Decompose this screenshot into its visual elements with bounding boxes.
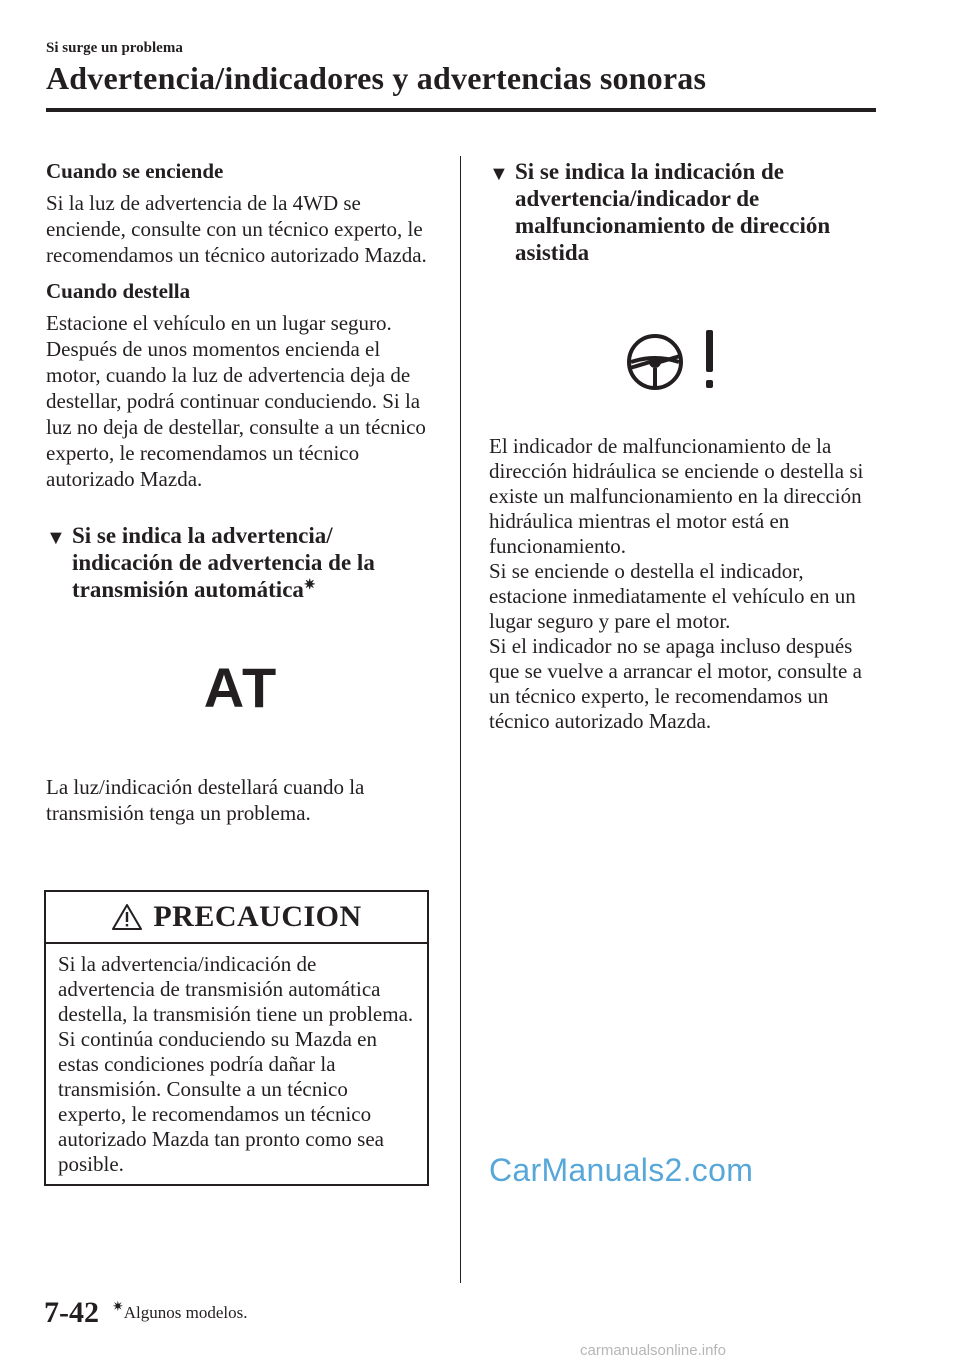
footer-note: [112, 1300, 248, 1323]
eps-icon-wrapper: [489, 326, 884, 416]
steering-wheel-warning-icon: [619, 326, 729, 394]
column-divider: [460, 156, 461, 1283]
watermark-carmanuals: CarManuals2.com: [489, 1152, 754, 1188]
warning-triangle-icon: [111, 903, 143, 931]
eps-warning-heading: [489, 158, 884, 266]
triangle-bullet-icon: ▼: [46, 527, 66, 549]
eps-heading-text: Si se indica la indicación de advertencia/indicador de malfuncionamiento de dirección asistida: [515, 159, 831, 265]
eps-text-2: Si se enciende o destella el indicador, estacione inmediatamente el vehículo en un lugar seguro y pare el motor.: [489, 559, 856, 633]
caution-text: Si la advertencia/indicación de advertencia de transmisión automática destella, la transmisión tiene un problema. Si continúa conduciendo su Mazda en estas condiciones podría dañar la transmisión. Consulte a un técnico experto, le recomendamos un técnico autorizado Mazda tan pronto como sea posible.: [58, 952, 414, 1176]
page-number: 7-42: [44, 1296, 99, 1329]
watermark-carmanualsonline: carmanualsonline.info: [580, 1342, 726, 1359]
page-title: Advertencia/indicadores y advertencias sonoras: [46, 60, 707, 96]
some-models-marker: ✷: [303, 578, 316, 593]
footer-note-text: Algunos modelos.: [123, 1303, 248, 1322]
title-rule: [46, 108, 876, 112]
caution-title: PRECAUCION: [153, 900, 362, 933]
eps-text-3: Si el indicador no se apaga incluso después que se vuelve a arrancar el motor, consulte a un técnico experto, le recomendamos un técnico autorizado Mazda.: [489, 634, 862, 733]
right-column: [489, 158, 884, 734]
eps-text-1: El indicador de malfuncionamiento de la dirección hidráulica se enciende o destella si existe un malfuncionamiento en la dirección hidráulica mientras el motor está en funcionamiento.: [489, 434, 864, 558]
caution-box: [44, 890, 429, 1186]
when-on-text: Si la luz de advertencia de la 4WD se enciende, consulte con un técnico experto, le recomendamos un técnico autorizado Mazda.: [46, 191, 427, 267]
triangle-bullet-icon: ▼: [489, 163, 509, 185]
section-label: Si surge un problema: [46, 40, 183, 56]
when-flash-heading: Cuando destella: [46, 279, 191, 303]
at-heading-text: Si se indica la advertencia/ indicación de advertencia de la transmisión automática: [72, 523, 375, 602]
at-warning-heading: [46, 522, 436, 603]
at-text: La luz/indicación destellará cuando la transmisión tenga un problema.: [46, 775, 365, 825]
at-warning-icon: AT: [203, 656, 279, 719]
caution-header: [46, 892, 427, 944]
footer-marker: ✷: [112, 1300, 124, 1315]
when-on-heading: Cuando se enciende: [46, 159, 224, 183]
left-column: [46, 158, 436, 826]
when-flash-text: Estacione el vehículo en un lugar seguro. Después de unos momentos encienda el motor, cuando la luz de advertencia deja de destellar, podrá continuar conduciendo. Si la luz no deja de destellar, consulte a un técnico experto, le recomendamos un técnico autorizado Mazda.: [46, 311, 426, 491]
